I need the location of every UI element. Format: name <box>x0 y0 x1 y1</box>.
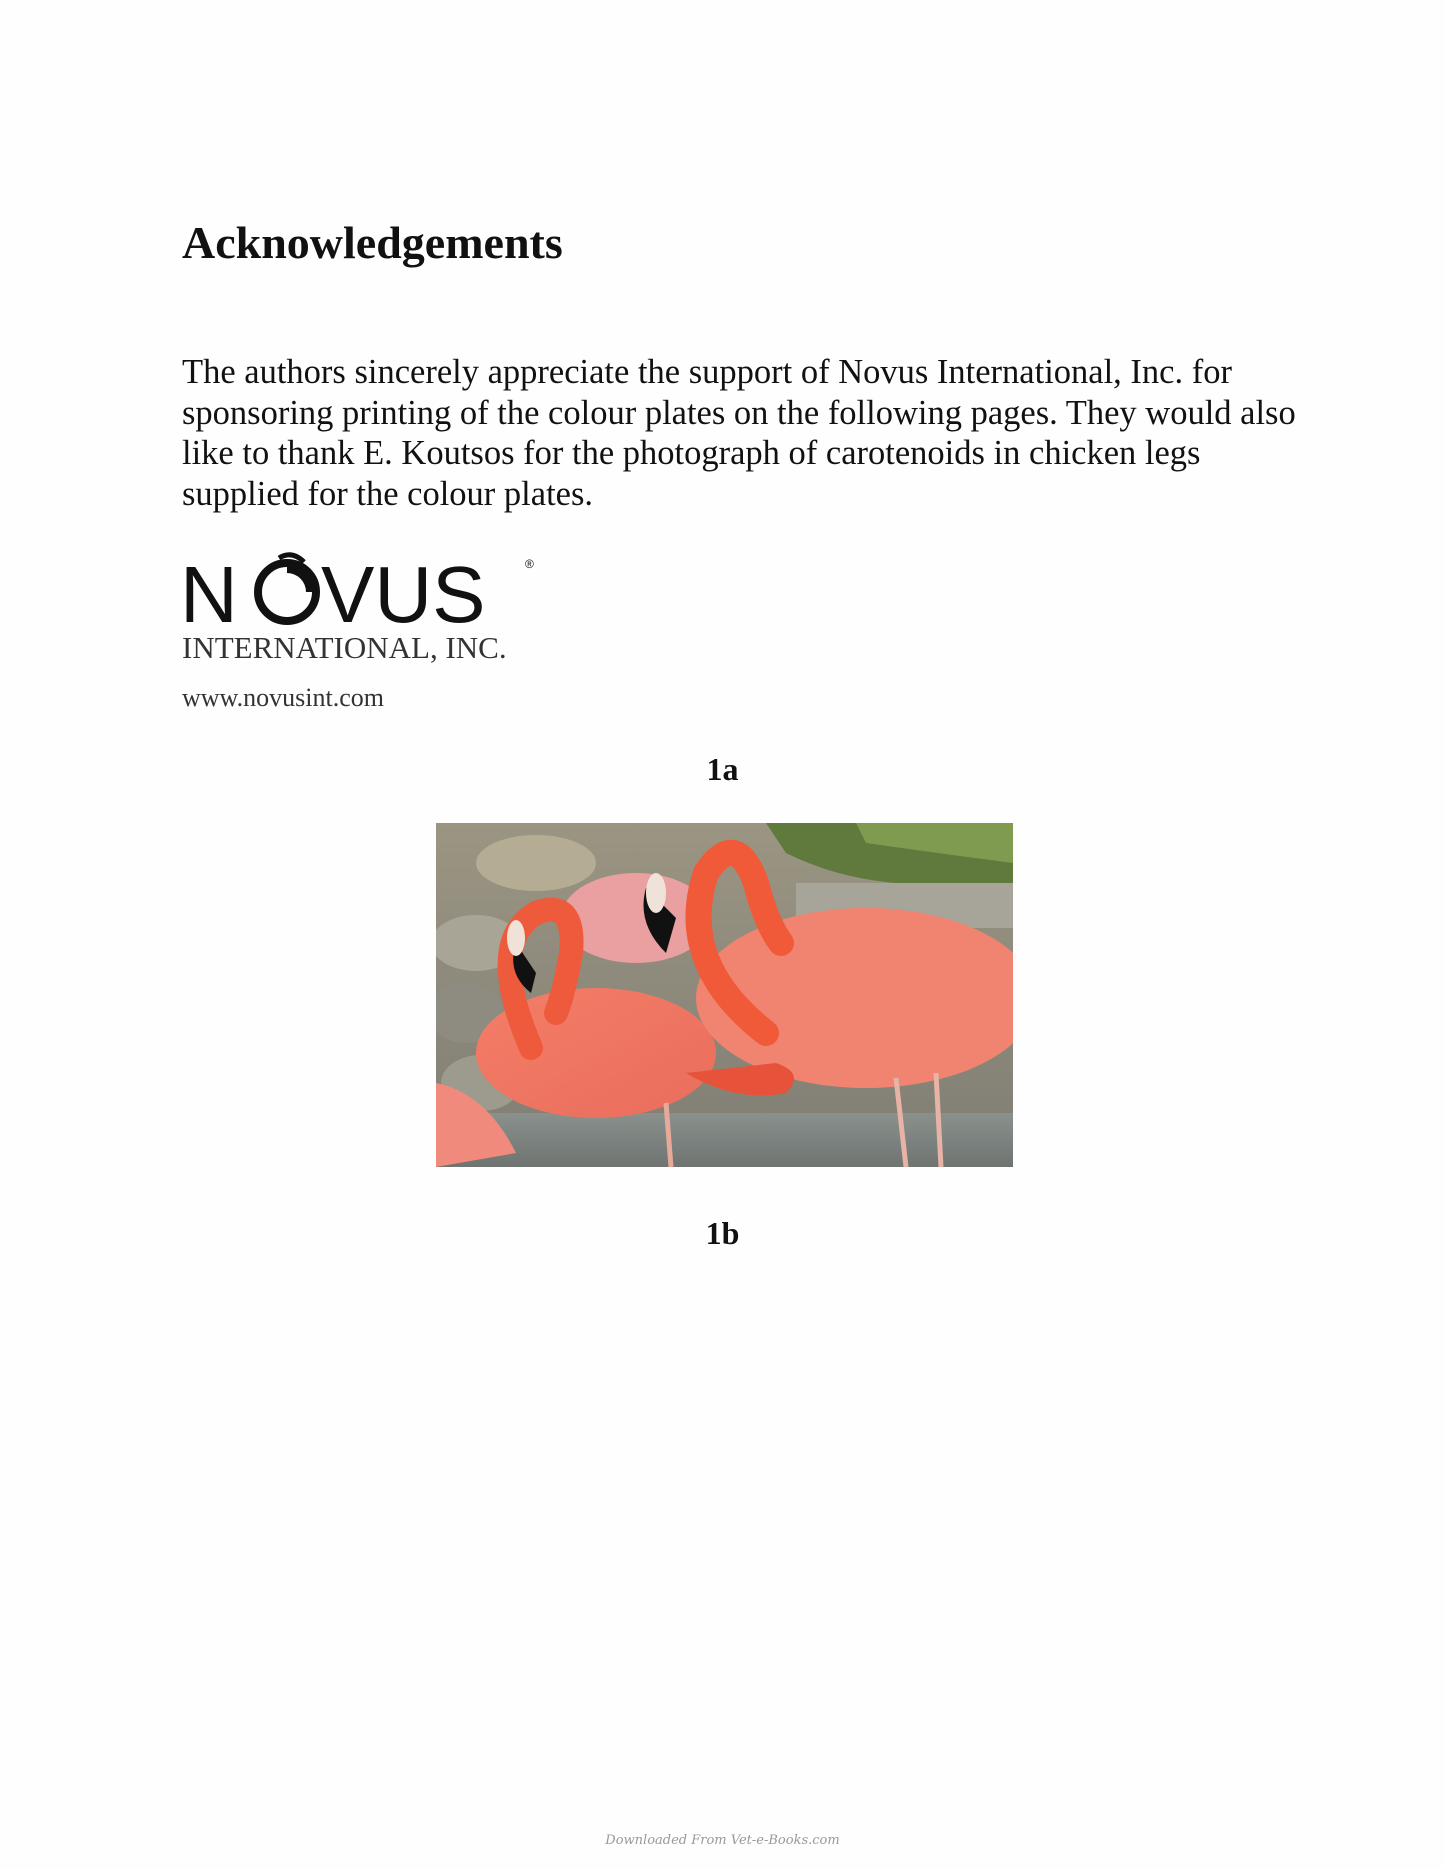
registered-mark: ® <box>525 557 534 571</box>
flamingos-photo <box>436 823 1013 1167</box>
logo-letters-vus: VUS <box>321 550 486 639</box>
page-title: Acknowledgements <box>182 217 563 268</box>
download-watermark: Downloaded From Vet-e-Books.com <box>605 1833 840 1848</box>
logo-letter-n: N <box>180 550 238 639</box>
acknowledgement-paragraph: The authors sincerely appreciate the support of Novus International, Inc. for sponsoring printing of the colour plates on the following pages. They would also like to thank E. Koutsos for the photograph of carotenoids in chicken legs supplied for the colour plates. <box>182 353 1296 513</box>
logo-subtitle: INTERNATIONAL, INC. <box>182 630 507 665</box>
logo-swirl-o-icon <box>258 555 316 621</box>
website-url: www.novusint.com <box>182 683 384 712</box>
figure-caption-1b: 1b <box>705 1215 740 1251</box>
novus-logo <box>180 540 560 715</box>
figure-caption-1a: 1a <box>706 751 739 787</box>
